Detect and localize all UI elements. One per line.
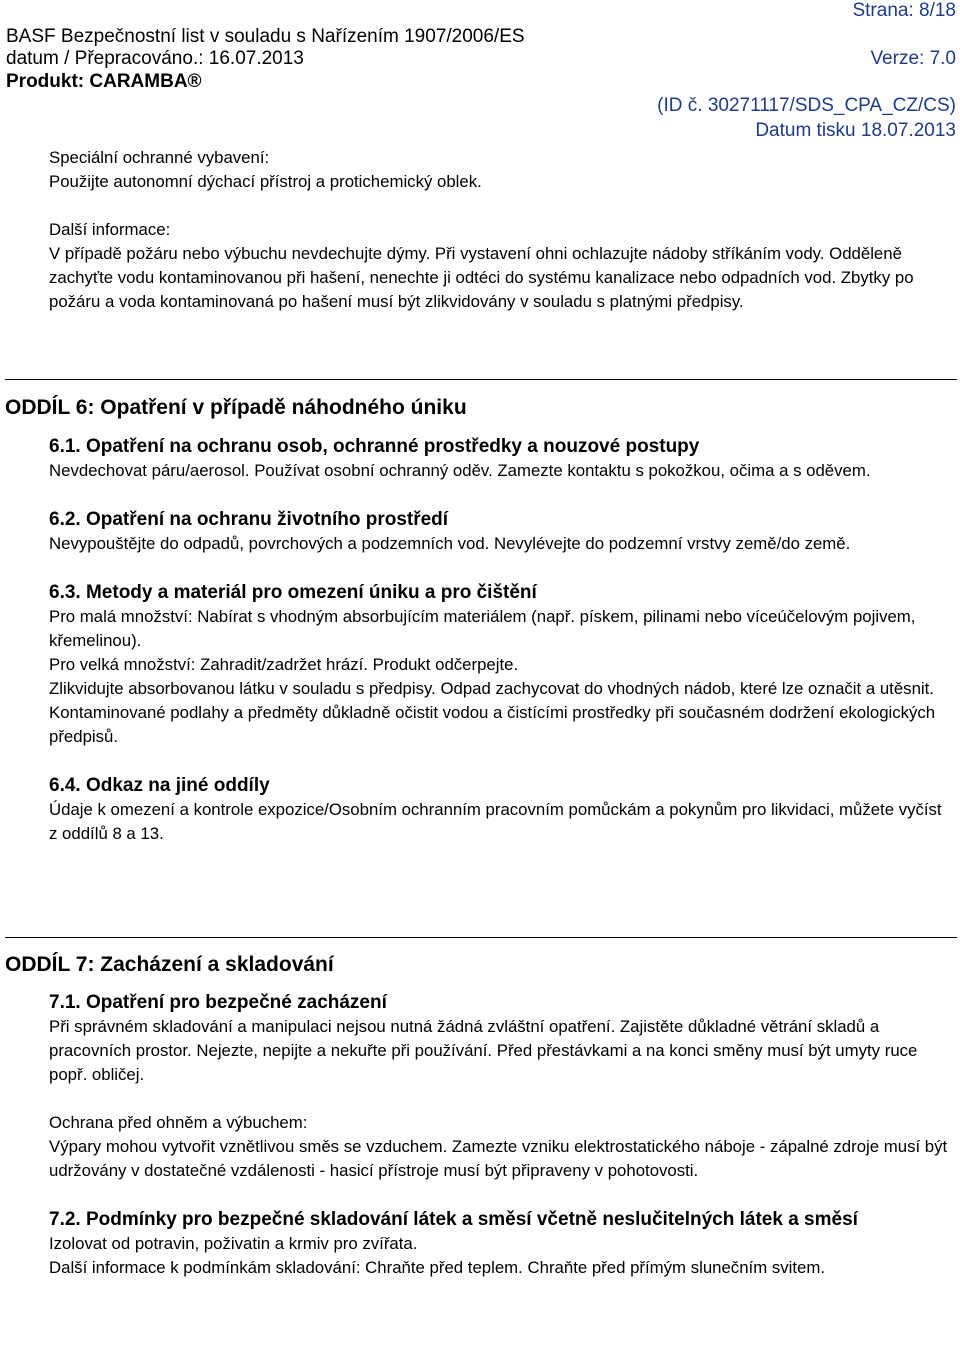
subsection-6-1-text: Nevdechovat páru/aerosol. Používat osobní ochranný oděv. Zamezte kontaktu s pokožkou, očima a s oděvem. xyxy=(49,461,871,480)
subsection-7-1-title: 7.1. Opatření pro bezpečné zacházení xyxy=(49,992,387,1013)
subsection-6-3-disposal: Zlikvidujte absorbovanou látku v souladu s předpisy. Odpad zachycovat do vhodných nádob, které lze označit a utěsnit. Kontaminované podlahy a předměty důkladně očistit vodou a čistícími prostředky při současném dodržení ekologických předpisů. xyxy=(49,679,936,746)
document-id: (ID č. 30271117/SDS_CPA_CZ/CS) xyxy=(657,95,956,116)
subsection-6-4-text: Údaje k omezení a kontrole expozice/Osobním ochranním pracovním pomůckám a pokynům pro likvidaci, můžete vyčíst z oddílů 8 a 13. xyxy=(49,800,942,843)
section-7-body xyxy=(49,991,949,1280)
fire-protection-text: Výpary mohou vytvořit vznětlivou směs se vzduchem. Zamezte vzniku elektrostatického náboje - zápalné zdroje musí být udržovány v dostatečné vzdálenosti - hasicí přístroje musí být připraveny v pohotovosti. xyxy=(49,1137,948,1180)
fire-fighting-block xyxy=(49,146,949,314)
further-info-label: Další informace: xyxy=(49,220,171,239)
subsection-6-4-title: 6.4. Odkaz na jiné oddíly xyxy=(49,775,270,796)
subsection-6-1-title: 6.1. Opatření na ochranu osob, ochranné prostředky a nouzové postupy xyxy=(49,436,700,457)
section-divider xyxy=(5,937,957,938)
subsection-7-2-info: Další informace k podmínkám skladování: Chraňte před teplem. Chraňte před přímým slunečním svitem. xyxy=(49,1258,825,1277)
equipment-text: Použijte autonomní dýchací přístroj a protichemický oblek. xyxy=(49,172,482,191)
section-6-title: ODDÍL 6: Opatření v případě náhodného úniku xyxy=(5,396,467,419)
equipment-label: Speciální ochranné vybavení: xyxy=(49,148,270,167)
revision-date: datum / Přepracováno.: 16.07.2013 xyxy=(6,48,304,69)
subsection-7-2-title: 7.2. Podmínky pro bezpečné skladování látek a směsí včetně neslučitelných látek a směsí xyxy=(49,1209,858,1230)
subsection-6-2-text: Nevypouštějte do odpadů, povrchových a podzemních vod. Nevylévejte do podzemní vrstvy země/do země. xyxy=(49,534,851,553)
print-date: Datum tisku 18.07.2013 xyxy=(755,120,956,141)
subsection-6-3-small: Pro malá množství: Nabírat s vhodným absorbujícím materiálem (např. pískem, pilinami nebo víceúčelovým pojivem, křemelinou). xyxy=(49,607,916,650)
fire-protection-label: Ochrana před ohněm a výbuchem: xyxy=(49,1113,308,1132)
subsection-7-2-text: Izolovat od potravin, poživatin a krmiv pro zvířata. xyxy=(49,1234,418,1253)
page-number: Strana: 8/18 xyxy=(852,0,956,21)
further-info-text: V případě požáru nebo výbuchu nevdechujte dýmy. Při vystavení ohni ochlazujte nádoby stříkáním vody. Odděleně zachyťte vodu kontaminovanou při hašení, nenechte ji odtéci do systému kanalizace nebo odpadních vod. Zbytky po požáru a voda kontaminovaná po hašení musí být zlikvidovány v souladu s platnými předpisy. xyxy=(49,244,914,311)
version-label: Verze: 7.0 xyxy=(870,48,956,69)
section-7-title: ODDÍL 7: Zacházení a skladování xyxy=(5,953,334,976)
subsection-6-3-large: Pro velká množství: Zahradit/zadržet hrází. Produkt odčerpejte. xyxy=(49,655,519,674)
subsection-6-2-title: 6.2. Opatření na ochranu životního prostředí xyxy=(49,509,449,530)
section-6-body xyxy=(49,435,949,846)
subsection-7-1-text: Při správném skladování a manipulaci nejsou nutná žádná zvláštní opatření. Zajistěte důkladné větrání skladů a pracovních prostor. Nejezte, nepijte a nekuřte při používání. Před přestávkami a na konci směny musí být umyty ruce popř. obličej. xyxy=(49,1017,918,1084)
section-divider xyxy=(5,379,957,380)
document-header-title: BASF Bezpečnostní list v souladu s Nařízením 1907/2006/ES xyxy=(6,26,525,47)
product-name: Produkt: CARAMBA® xyxy=(6,71,202,92)
subsection-6-3-title: 6.3. Metody a materiál pro omezení úniku a pro čištění xyxy=(49,582,537,603)
